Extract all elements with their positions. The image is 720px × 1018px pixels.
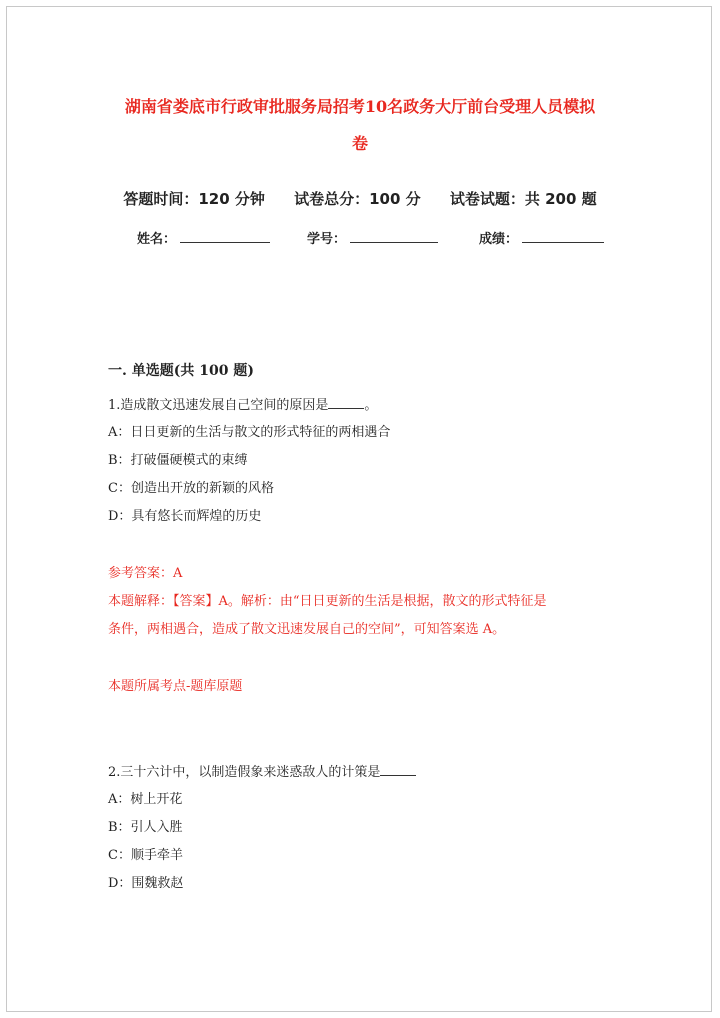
exam-total-score: 试卷总分：100 分 [294, 190, 421, 208]
option-c[interactable]: C：创造出开放的新颖的风格 [108, 481, 274, 496]
exam-title: 湖南省娄底市行政审批服务局招考10名政务大厅前台受理人员模拟 [124, 97, 596, 116]
question-stem: 1.造成散文迅速发展自己空间的原因是 。 [108, 398, 378, 413]
option-b[interactable]: B：打破僵硬模式的束缚 [108, 453, 248, 468]
exam-meta-row [0, 188, 720, 209]
name-blank[interactable] [180, 230, 270, 243]
exam-title-continued: 卷 [351, 134, 368, 153]
answer-blank [380, 763, 416, 776]
exam-time: 答题时间：120 分钟 [123, 190, 265, 208]
option-a[interactable]: A：日日更新的生活与散文的形式特征的两相遇合 [108, 425, 391, 440]
score-label: 成绩： [479, 232, 519, 247]
section-title: 一. 单选题(共 100 题) [108, 363, 254, 379]
reference-answer: 参考答案：A [108, 566, 183, 581]
question-source: 本题所属考点-题库原题 [108, 679, 243, 694]
question-stem: 2.三十六计中，以制造假象来迷惑敌人的计策是 [108, 763, 416, 782]
option-d[interactable]: D：具有悠长而辉煌的历史 [108, 509, 262, 524]
student-id-field[interactable] [307, 228, 438, 247]
explanation-line: 条件，两相遇合，造成了散文迅速发展自己的空间”，可知答案选 A。 [108, 622, 506, 637]
option-a[interactable]: A：树上开花 [108, 792, 183, 807]
student-id-blank[interactable] [350, 230, 438, 243]
name-label: 姓名： [137, 232, 177, 247]
explanation-line: 本题解释：【答案】A。解析：由“日日更新的生活是根据，散文的形式特征是 [108, 594, 547, 609]
exam-total-questions: 试卷试题：共 200 题 [449, 190, 597, 208]
score-field[interactable] [479, 228, 604, 247]
name-field[interactable] [137, 228, 270, 247]
answer-blank [328, 396, 364, 409]
option-d[interactable]: D：围魏救赵 [108, 876, 184, 891]
score-blank[interactable] [522, 230, 604, 243]
student-id-label: 学号： [307, 232, 347, 247]
option-b[interactable]: B：引人入胜 [108, 820, 183, 835]
option-c[interactable]: C：顺手牵羊 [108, 848, 183, 863]
